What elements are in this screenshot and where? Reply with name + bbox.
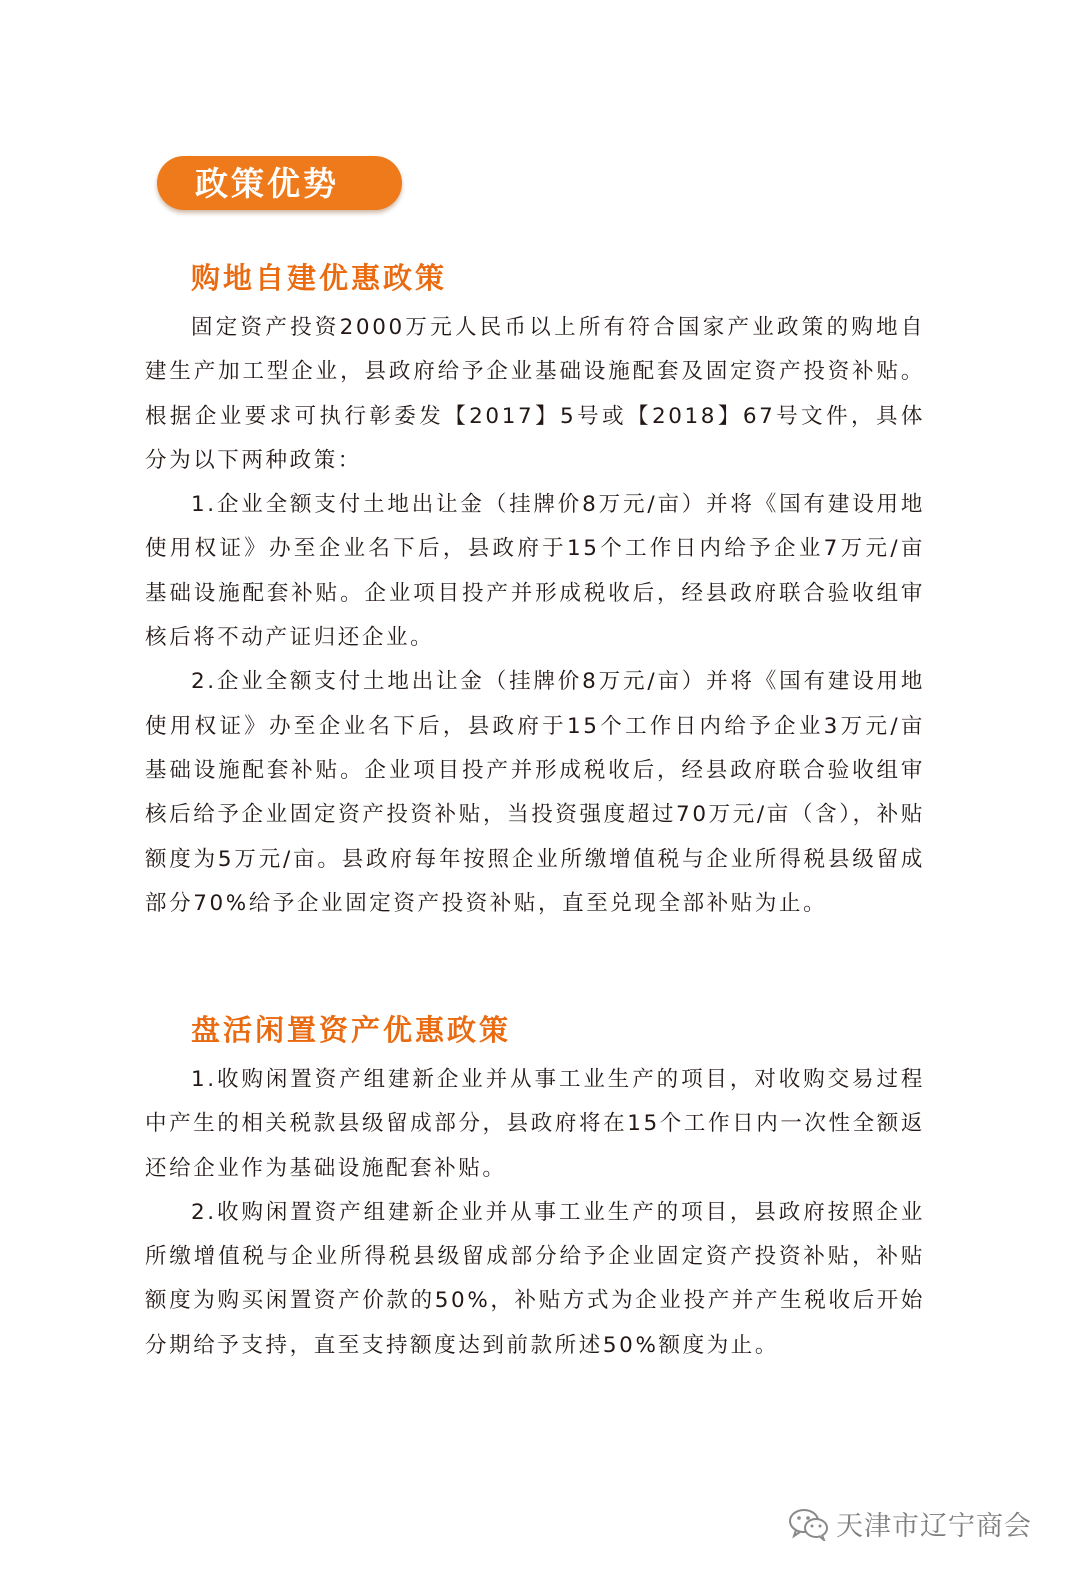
wechat-icon: [788, 1507, 830, 1541]
section-banner: [157, 156, 402, 210]
banner-title: 政策优势: [195, 163, 339, 203]
watermark-text: 天津市辽宁商会: [836, 1511, 1032, 1542]
section-land-purchase-policy: [145, 258, 925, 926]
paragraph: 1.收购闲置资产组建新企业并从事工业生产的项目，对收购交易过程中产生的相关税款县级留成部分，县政府将在15个工作日内一次性全额返还给企业作为基础设施配套补贴。: [145, 1067, 925, 1181]
section-heading: 购地自建优惠政策: [191, 261, 448, 295]
paragraph: 1.企业全额支付土地出让金（挂牌价8万元/亩）并将《国有建设用地使用权证》办至企业名下后，县政府于15个工作日内给予企业7万元/亩基础设施配套补贴。企业项目投产并形成税收后，经县政府联合验收组审核后将不动产证归还企业。: [145, 492, 925, 651]
watermark: [788, 1504, 1032, 1543]
paragraph: 2.收购闲置资产组建新企业并从事工业生产的项目，县政府按照企业所缴增值税与企业所得税县级留成部分给予企业固定资产投资补贴，补贴额度为购买闲置资产价款的50%，补贴方式为企业投产并产生税收后开始分期给予支持，直至支持额度达到前款所述50%额度为止。: [145, 1199, 925, 1358]
paragraph: 固定资产投资2000万元人民币以上所有符合国家产业政策的购地自建生产加工型企业，县政府给予企业基础设施配套及固定资产投资补贴。根据企业要求可执行彰委发【2017】5号或【2018】67号文件，具体分为以下两种政策：: [145, 315, 925, 473]
paragraph: 2.企业全额支付土地出让金（挂牌价8万元/亩）并将《国有建设用地使用权证》办至企业名下后，县政府于15个工作日内给予企业3万元/亩基础设施配套补贴。企业项目投产并形成税收后，经县政府联合验收组审核后给予企业固定资产投资补贴，当投资强度超过70万元/亩（含），补贴额度为5万元/亩。县政府每年按照企业所缴增值税与企业所得税县级留成部分70%给予企业固定资产投资补贴，直至兑现全部补贴为止。: [145, 669, 925, 916]
section-heading: 盘活闲置资产优惠政策: [191, 1013, 512, 1047]
section-idle-assets-policy: [145, 1010, 925, 1368]
